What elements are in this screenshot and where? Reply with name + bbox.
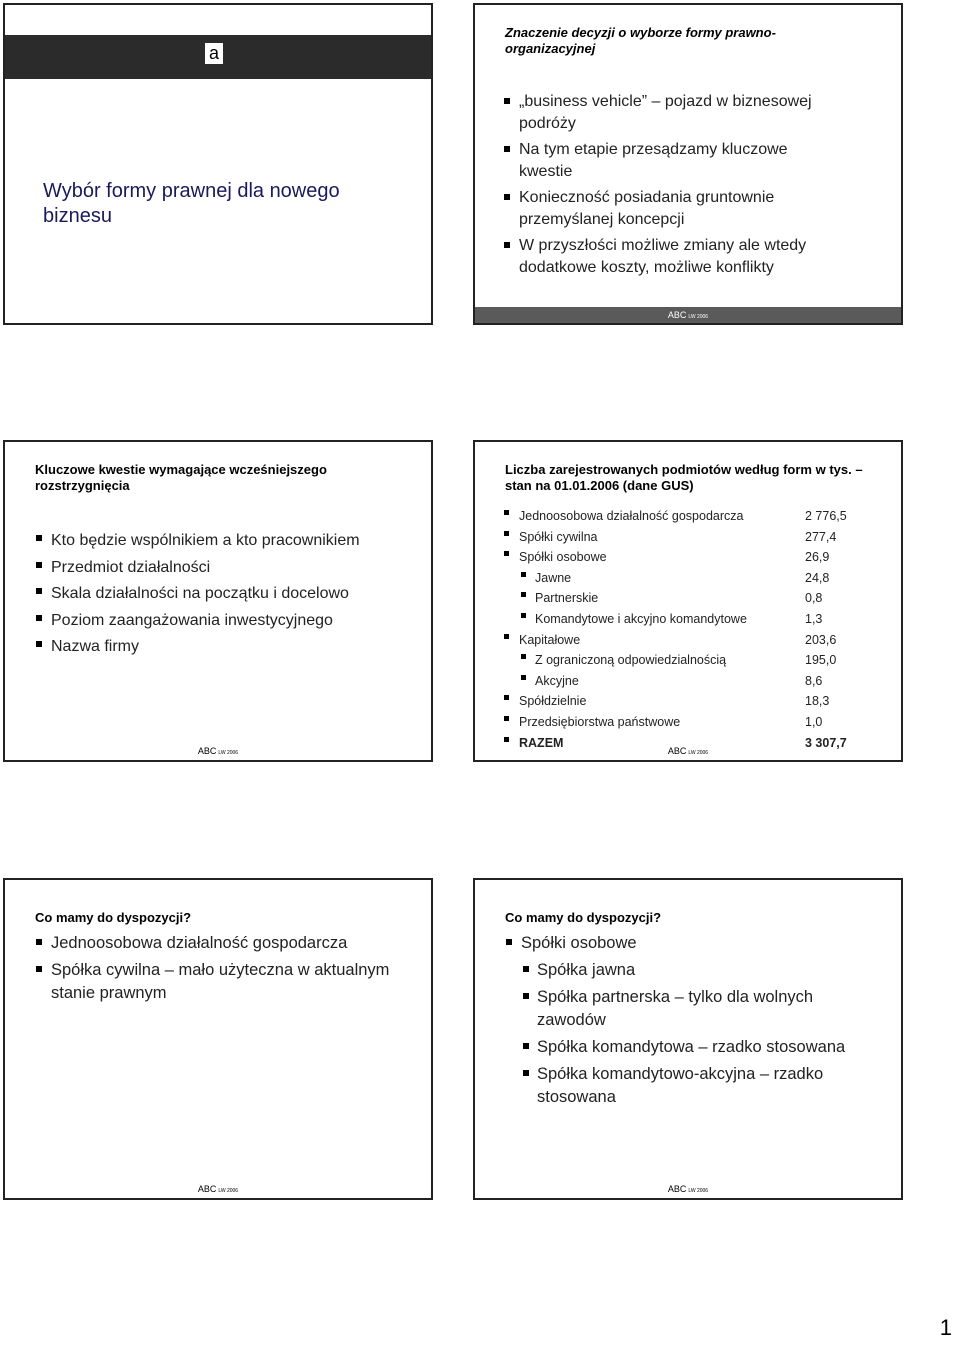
slide-6-sub-bullet: Spółka partnerska – tylko dla wolnych zawodów — [503, 986, 883, 1032]
table-row — [501, 547, 881, 568]
slide-6-footer: ABC LW 2006 — [667, 1184, 709, 1194]
slide-6-bullets — [503, 932, 883, 1109]
slide-2-footer: ABC LW 2006 — [475, 307, 901, 323]
table-row-value: 1,0 — [805, 714, 823, 729]
table-row-label: Partnerskie — [535, 591, 599, 606]
table-row-label: Kapitałowe — [519, 632, 581, 647]
slide-3-bullet: Poziom zaangażowania inwestycyjnego — [33, 608, 423, 635]
table-row-value: 277,4 — [805, 529, 837, 544]
slide-3-footer: ABC LW 2006 — [197, 746, 239, 756]
slide-5 — [3, 878, 433, 1200]
slide-3-bullet: Nazwa firmy — [33, 634, 423, 661]
table-row-value: 195,0 — [805, 653, 837, 668]
slide-2-bullet: „business vehicle” – pojazd w biznesowej podróży — [501, 91, 841, 135]
table-row — [501, 527, 881, 548]
slide-3-bullet: Kto będzie wspólnikiem a kto pracownikiem — [33, 528, 423, 555]
table-row-label: Spółdzielnie — [519, 694, 587, 709]
table-row — [501, 506, 881, 527]
slide-4-table — [501, 506, 881, 753]
table-row-value: 26,9 — [805, 550, 830, 565]
slide-3-bullet: Skala działalności na początku i docelowo — [33, 581, 423, 608]
table-row-value: 203,6 — [805, 632, 837, 647]
table-row — [501, 609, 881, 630]
slide-1-body — [5, 79, 431, 323]
table-row-value: 18,3 — [805, 694, 830, 709]
slide-2-bullet: Konieczność posiadania gruntownie przemyślanej koncepcji — [501, 187, 841, 231]
table-row — [501, 691, 881, 712]
slide-6-main-bullet: Spółki osobowe — [503, 932, 883, 955]
table-row-label: Spółki osobowe — [519, 550, 607, 565]
slide-4-rows — [501, 506, 881, 753]
slide-2 — [473, 3, 903, 325]
slide-1-title: Wybór formy prawnej dla nowego biznesu — [43, 180, 340, 227]
slide-3-bullet: Przedmiot działalności — [33, 555, 423, 582]
slide-6-sub-bullet: Spółka jawna — [503, 959, 883, 982]
slide-5-bullet: Jednoosobowa działalność gospodarcza — [33, 932, 393, 955]
table-row-label: Akcyjne — [535, 673, 579, 688]
slide-5-title: Co mamy do dyspozycji? — [35, 910, 192, 925]
table-row-value: 2 776,5 — [805, 509, 847, 523]
slide-2-title: Znaczenie decyzji o wyborze formy prawno-organizacyjnej — [505, 25, 776, 56]
table-row-label: RAZEM — [519, 735, 564, 750]
table-row-label: Z ograniczoną odpowiedzialnością — [535, 653, 727, 668]
slide-2-bullets — [501, 91, 841, 279]
slide-3-bullets — [33, 528, 423, 661]
page-number: 1 — [939, 1315, 952, 1340]
slide-6-title: Co mamy do dyspozycji? — [505, 910, 662, 925]
table-row — [501, 630, 881, 651]
table-row-label: Przedsiębiorstwa państwowe — [519, 714, 681, 729]
table-row-value: 1,3 — [805, 611, 823, 626]
slide-3 — [3, 440, 433, 762]
table-row — [501, 671, 881, 692]
slide-4-footer: ABC LW 2006 — [667, 746, 709, 756]
table-row-value: 0,8 — [805, 591, 823, 606]
slide-6 — [473, 878, 903, 1200]
table-row-value: 24,8 — [805, 570, 830, 585]
slide-3-title: Kluczowe kwestie wymagające wcześniejszego rozstrzygnięcia — [35, 462, 327, 493]
table-row — [501, 650, 881, 671]
slide-6-sub-bullet: Spółka komandytowo-akcyjna – rzadko stosowana — [503, 1063, 883, 1109]
table-row-label: Komandytowe i akcyjno komandytowe — [535, 611, 747, 626]
slide-4 — [473, 440, 903, 762]
slide-1 — [3, 3, 433, 325]
table-row-value: 3 307,7 — [805, 735, 847, 750]
slide-5-bullets — [33, 932, 393, 1005]
slide-1-corner-letter: a — [205, 43, 223, 64]
table-row-label: Jawne — [535, 570, 572, 585]
slide-5-bullet: Spółka cywilna – mało użyteczna w aktualnym stanie prawnym — [33, 959, 393, 1005]
table-row — [501, 588, 881, 609]
slide-4-title: Liczba zarejestrowanych podmiotów według form w tys. – stan na 01.01.2006 (dane GUS) — [505, 462, 863, 493]
table-row — [501, 712, 881, 733]
slide-2-bullet: W przyszłości możliwe zmiany ale wtedy dodatkowe koszty, możliwe konflikty — [501, 235, 841, 279]
table-row-label: Jednoosobowa działalność gospodarcza — [519, 509, 744, 523]
slide-2-bullet: Na tym etapie przesądzamy kluczowe kwestie — [501, 139, 841, 183]
table-row-label: Spółki cywilna — [519, 529, 598, 544]
table-row-value: 8,6 — [805, 673, 823, 688]
slide-6-sub-bullet: Spółka komandytowa – rzadko stosowana — [503, 1036, 883, 1059]
table-row — [501, 568, 881, 589]
slide-5-footer: ABC LW 2006 — [197, 1184, 239, 1194]
